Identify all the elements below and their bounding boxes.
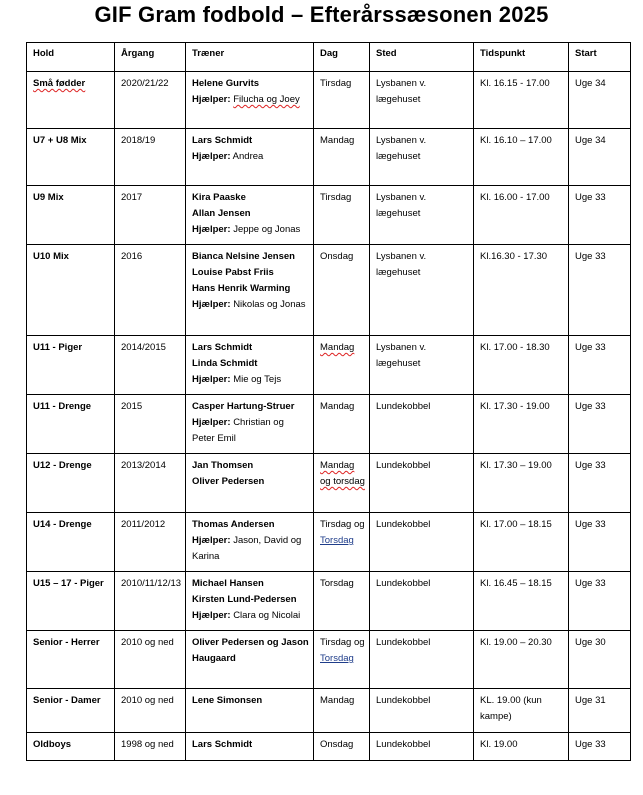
cell-dag xyxy=(314,72,370,129)
cell-hold xyxy=(27,72,115,129)
team-name: U7 + U8 Mix xyxy=(33,135,87,146)
cell-sted: Lysbanen v. lægehuset xyxy=(370,186,474,245)
cell-sted: Lundekobbel xyxy=(370,689,474,733)
cell-dag xyxy=(314,513,370,572)
schedule-table xyxy=(26,42,631,761)
coach-name: Oliver Pedersen og Jason Haugaard xyxy=(192,637,309,664)
coach-name: Kirsten Lund-Pedersen xyxy=(192,594,297,605)
coach-name: Oliver Pedersen xyxy=(192,476,265,487)
cell-sted: Lundekobbel xyxy=(370,572,474,631)
header-traener: Træner xyxy=(186,43,314,72)
cell-start: Uge 33 xyxy=(569,186,631,245)
helper-line xyxy=(192,92,309,108)
helper-label: Hjælper: xyxy=(192,94,231,105)
cell-tidspunkt: Kl. 17.00 – 18.15 xyxy=(474,513,569,572)
cell-tidspunkt: KL. 19.00 (kun kampe) xyxy=(474,689,569,733)
table-row xyxy=(27,129,631,186)
cell-sted: Lundekobbel xyxy=(370,733,474,761)
team-name: Senior - Herrer xyxy=(33,637,100,648)
cell-dag xyxy=(314,336,370,395)
helper-label: Hjælper: xyxy=(192,417,231,428)
helper-label: Hjælper: xyxy=(192,299,231,310)
day-value: Onsdag xyxy=(320,251,354,262)
header-tidspunkt: Tidspunkt xyxy=(474,43,569,72)
header-sted: Sted xyxy=(370,43,474,72)
day-value: Mandag og torsdag xyxy=(320,460,365,487)
day-value: Mandag xyxy=(320,135,355,146)
team-name: U15 – 17 - Piger xyxy=(33,578,104,589)
cell-aargang: 2016 xyxy=(115,245,186,336)
coach-name: Linda Schmidt xyxy=(192,358,258,369)
table-row xyxy=(27,454,631,513)
cell-hold xyxy=(27,186,115,245)
helper-label: Hjælper: xyxy=(192,610,231,621)
coach-name: Lars Schmidt xyxy=(192,739,253,750)
cell-aargang: 2017 xyxy=(115,186,186,245)
table-row xyxy=(27,689,631,733)
header-start: Start xyxy=(569,43,631,72)
day-value: Mandag xyxy=(320,695,355,706)
cell-dag xyxy=(314,395,370,454)
team-name: U14 - Drenge xyxy=(33,519,92,530)
cell-start: Uge 33 xyxy=(569,245,631,336)
header-hold: Hold xyxy=(27,43,115,72)
cell-dag xyxy=(314,733,370,761)
cell-hold xyxy=(27,733,115,761)
team-name: Senior - Damer xyxy=(33,695,101,706)
coach-name: Helene Gurvits xyxy=(192,78,260,89)
coach-name: Louise Pabst Friis xyxy=(192,267,274,278)
cell-hold xyxy=(27,631,115,689)
helper-label: Hjælper: xyxy=(192,151,231,162)
coach-name: Michael Hansen xyxy=(192,578,264,589)
table-row xyxy=(27,186,631,245)
cell-sted: Lundekobbel xyxy=(370,631,474,689)
day-value: Mandag xyxy=(320,401,355,412)
cell-hold xyxy=(27,454,115,513)
helper-line xyxy=(192,222,309,238)
cell-sted: Lysbanen v. lægehuset xyxy=(370,245,474,336)
day-value: Onsdag xyxy=(320,739,354,750)
team-name: U12 - Drenge xyxy=(33,460,92,471)
helper-names: Jeppe og Jonas xyxy=(233,224,301,235)
helper-names: Clara og Nicolai xyxy=(233,610,301,621)
coach-name: Thomas Andersen xyxy=(192,519,275,530)
day-value: Tirsdag og Torsdag xyxy=(320,637,365,664)
header-row xyxy=(27,43,631,72)
cell-start: Uge 34 xyxy=(569,129,631,186)
helper-label: Hjælper: xyxy=(192,224,231,235)
cell-dag xyxy=(314,689,370,733)
cell-traener xyxy=(186,186,314,245)
cell-hold xyxy=(27,572,115,631)
coach-name: Allan Jensen xyxy=(192,208,251,219)
cell-traener xyxy=(186,454,314,513)
helper-line xyxy=(192,297,309,313)
team-name: U11 - Drenge xyxy=(33,401,92,412)
cell-dag xyxy=(314,245,370,336)
team-name: U10 Mix xyxy=(33,251,69,262)
helper-names: Christian og Peter Emil xyxy=(192,417,284,444)
cell-traener xyxy=(186,631,314,689)
cell-dag xyxy=(314,454,370,513)
cell-aargang: 2020/21/22 xyxy=(115,72,186,129)
cell-start: Uge 33 xyxy=(569,733,631,761)
cell-tidspunkt: Kl.16.30 - 17.30 xyxy=(474,245,569,336)
table-row xyxy=(27,245,631,336)
table-row xyxy=(27,336,631,395)
helper-names: Nikolas og Jonas xyxy=(233,299,306,310)
header-aargang: Årgang xyxy=(115,43,186,72)
cell-sted: Lysbanen v. lægehuset xyxy=(370,72,474,129)
cell-start: Uge 33 xyxy=(569,336,631,395)
cell-sted: Lysbanen v. lægehuset xyxy=(370,129,474,186)
cell-aargang: 2010 og ned xyxy=(115,631,186,689)
cell-hold xyxy=(27,129,115,186)
cell-tidspunkt: Kl. 19.00 – 20.30 xyxy=(474,631,569,689)
header-dag: Dag xyxy=(314,43,370,72)
team-name: U11 - Piger xyxy=(33,342,83,353)
helper-line xyxy=(192,372,309,388)
day-value: Tirsdag xyxy=(320,78,352,89)
cell-traener xyxy=(186,72,314,129)
helper-names: Andrea xyxy=(232,151,264,162)
team-name: Oldboys xyxy=(33,739,72,750)
coach-name: Casper Hartung-Struer xyxy=(192,401,295,412)
cell-start: Uge 30 xyxy=(569,631,631,689)
cell-dag xyxy=(314,186,370,245)
cell-start: Uge 31 xyxy=(569,689,631,733)
day-value: Mandag xyxy=(320,342,355,353)
cell-traener xyxy=(186,395,314,454)
cell-hold xyxy=(27,689,115,733)
cell-dag xyxy=(314,631,370,689)
table-row xyxy=(27,572,631,631)
cell-aargang: 1998 og ned xyxy=(115,733,186,761)
cell-sted: Lysbanen v. lægehuset xyxy=(370,336,474,395)
cell-tidspunkt: Kl. 17.00 - 18.30 xyxy=(474,336,569,395)
cell-start: Uge 33 xyxy=(569,513,631,572)
day-link: Torsdag xyxy=(320,653,354,664)
helper-names: Mie og Tejs xyxy=(233,374,282,385)
coach-name: Kira Paaske xyxy=(192,192,246,203)
helper-names: Jason, David og Karina xyxy=(192,535,302,562)
day-link: Torsdag xyxy=(320,535,354,546)
cell-traener xyxy=(186,129,314,186)
cell-aargang: 2018/19 xyxy=(115,129,186,186)
cell-aargang: 2013/2014 xyxy=(115,454,186,513)
table-row xyxy=(27,395,631,454)
cell-tidspunkt: Kl. 16.10 – 17.00 xyxy=(474,129,569,186)
cell-dag xyxy=(314,129,370,186)
cell-traener xyxy=(186,245,314,336)
cell-start: Uge 33 xyxy=(569,454,631,513)
helper-line xyxy=(192,608,309,624)
cell-dag xyxy=(314,572,370,631)
cell-traener xyxy=(186,689,314,733)
cell-hold xyxy=(27,245,115,336)
cell-traener xyxy=(186,513,314,572)
cell-start: Uge 33 xyxy=(569,395,631,454)
helper-line xyxy=(192,415,309,447)
cell-tidspunkt: Kl. 17.30 – 19.00 xyxy=(474,454,569,513)
document-title: GIF Gram fodbold – Efterårssæsonen 2025 xyxy=(94,2,549,27)
cell-aargang: 2010/11/12/13 xyxy=(115,572,186,631)
cell-hold xyxy=(27,336,115,395)
cell-sted: Lundekobbel xyxy=(370,513,474,572)
cell-aargang: 2011/2012 xyxy=(115,513,186,572)
day-value: Tirsdag xyxy=(320,192,352,203)
day-value: Tirsdag og Torsdag xyxy=(320,519,365,546)
table-row xyxy=(27,631,631,689)
helper-label: Hjælper: xyxy=(192,374,231,385)
coach-name: Hans Henrik Warming xyxy=(192,283,291,294)
table-row xyxy=(27,733,631,761)
cell-hold xyxy=(27,395,115,454)
coach-name: Lene Simonsen xyxy=(192,695,263,706)
cell-aargang: 2014/2015 xyxy=(115,336,186,395)
coach-name: Lars Schmidt xyxy=(192,342,253,353)
cell-aargang: 2015 xyxy=(115,395,186,454)
cell-start: Uge 34 xyxy=(569,72,631,129)
cell-traener xyxy=(186,733,314,761)
cell-tidspunkt: Kl. 16.00 - 17.00 xyxy=(474,186,569,245)
helper-line xyxy=(192,533,309,565)
day-value: Torsdag xyxy=(320,578,354,589)
team-name: U9 Mix xyxy=(33,192,64,203)
coach-name: Lars Schmidt xyxy=(192,135,253,146)
cell-sted: Lundekobbel xyxy=(370,454,474,513)
cell-start: Uge 33 xyxy=(569,572,631,631)
coach-name: Bianca Nelsine Jensen xyxy=(192,251,295,262)
cell-sted: Lundekobbel xyxy=(370,395,474,454)
helper-names: Filucha og Joey xyxy=(233,94,300,105)
helper-line xyxy=(192,149,309,165)
cell-hold xyxy=(27,513,115,572)
cell-traener xyxy=(186,572,314,631)
table-row xyxy=(27,72,631,129)
coach-name: Jan Thomsen xyxy=(192,460,254,471)
cell-tidspunkt: Kl. 16.45 – 18.15 xyxy=(474,572,569,631)
cell-traener xyxy=(186,336,314,395)
team-name: Små fødder xyxy=(33,78,86,89)
cell-tidspunkt: Kl. 16.15 - 17.00 xyxy=(474,72,569,129)
cell-tidspunkt: Kl. 19.00 xyxy=(474,733,569,761)
helper-label: Hjælper: xyxy=(192,535,231,546)
cell-tidspunkt: Kl. 17.30 - 19.00 xyxy=(474,395,569,454)
table-row xyxy=(27,513,631,572)
cell-aargang: 2010 og ned xyxy=(115,689,186,733)
